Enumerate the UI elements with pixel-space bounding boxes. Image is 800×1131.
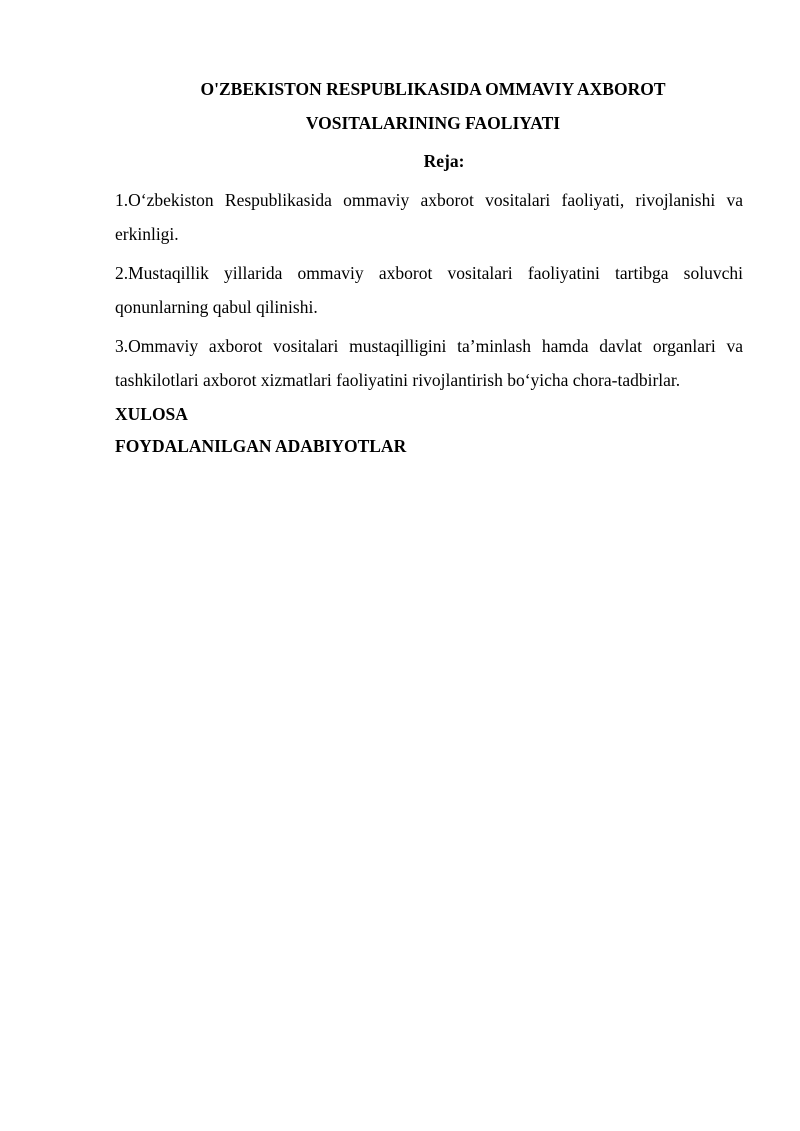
- plan-item-3-line-1: 3.Ommaviy axborot vositalari mustaqilligini ta’minlash hamda davlat organlari va: [115, 336, 743, 356]
- plan-item-1-line-2: erkinligi.: [115, 224, 179, 244]
- plan-heading: Reja:: [423, 151, 465, 171]
- title-line-2: VOSITALARINING FAOLIYATI: [305, 113, 561, 133]
- plan-item-2: [115, 256, 743, 324]
- plan-item-1-line-1: 1.O‘zbekiston Respublikasida ommaviy axborot vositalari faoliyati, rivojlanishi va: [115, 190, 743, 210]
- references-heading: FOYDALANILGAN ADABIYOTLAR: [115, 436, 407, 456]
- plan-item-3-line-2: tashkilotlari axborot xizmatlari faoliyatini rivojlantirish bo‘yicha chora-tadbirlar.: [115, 370, 681, 390]
- plan-item-2-line-2: qonunlarning qabul qilinishi.: [115, 297, 318, 317]
- plan-item-3: [115, 329, 743, 397]
- document-title: [115, 72, 743, 140]
- title-line-1: O'ZBEKISTON RESPUBLIKASIDA OMMAVIY AXBOROT: [200, 79, 666, 99]
- plan-item-1: [115, 183, 743, 251]
- conclusion-heading: XULOSA: [115, 404, 188, 424]
- plan-item-2-line-1: 2.Mustaqillik yillarida ommaviy axborot vositalari faoliyatini tartibga soluvchi: [115, 263, 743, 283]
